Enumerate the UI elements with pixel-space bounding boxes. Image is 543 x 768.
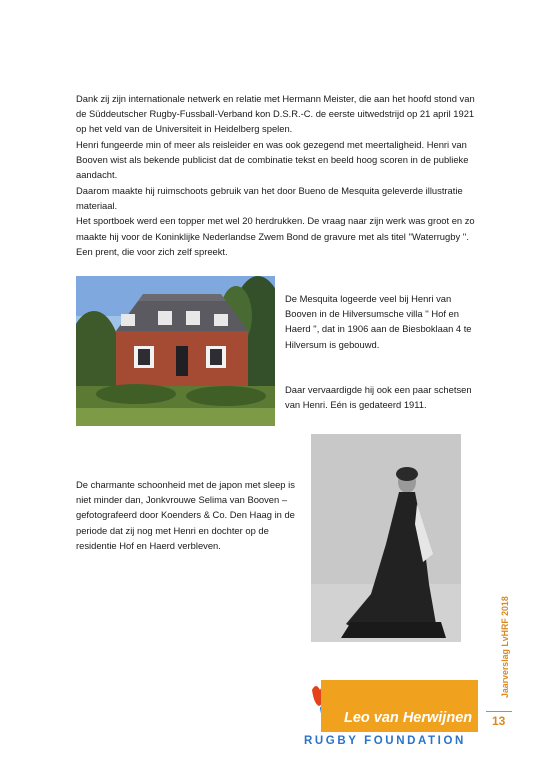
intro-paragraph-2: Henri fungeerde min of meer als reisleider en was ook gezegend met meertaligheid. Henri van Booven wist als bekende publicist dat de combinatie tekst en beeld hoog scoren in de publieke aandacht.	[76, 138, 469, 181]
portrait-caption	[76, 477, 306, 553]
portrait-caption-text: De charmante schoonheid met de japon met sleep is niet minder dan, Jonkvrouwe Selima van Booven – gefotografeerd door Koenders & Co. Den Haag in de periode dat zij nog met Henri en dochter op de residentie Hof en Haerd verbleven.	[76, 479, 295, 551]
villa-photo	[76, 276, 275, 426]
side-label	[486, 596, 510, 698]
logo-subtitle: RUGBY FOUNDATION	[304, 735, 466, 747]
villa-caption-1: De Mesquita logeerde veel bij Henri van Booven in de Hilversumsche villa '' Hof en Haerd '', dat in 1906 aan de Biesboklaan 4 te Hilversum is gebouwd.	[285, 293, 472, 350]
foundation-logo	[300, 680, 478, 751]
portrait-photo	[311, 434, 461, 642]
mesquita-paragraph-1: Daarom maakte hij ruimschoots gebruik van het door Bueno de Mesquita geleverde illustratie materiaal.	[76, 185, 463, 212]
villa-caption-2: Daar vervaardigde hij ook een paar schetsen van Henri. Eén is gedateerd 1911.	[285, 383, 472, 411]
logo-name: Leo van Herwijnen	[344, 710, 473, 726]
mesquita-text	[76, 183, 476, 259]
page-number: 13	[492, 714, 506, 728]
mesquita-paragraph-2: Het sportboek werd een topper met wel 20 herdrukken. De vraag naar zijn werk was groot en zo maakte hij voor de Koninklijke Nederlandse Zwem Bond de gravure met als titel ''Waterrugby ''. Een prent, die voor zich zelf spreekt.	[76, 215, 475, 257]
intro-paragraph-1: Dank zij zijn internationale netwerk en relatie met Hermann Meister, die aan het hoofd stond van de Süddeutscher Rugby-Fussball-Verband kon D.S.R.-C. de eerste uitwedstrijd op 21 april 1921 op het veld van de Universiteit in Heidelberg spelen.	[76, 93, 475, 135]
villa-caption	[285, 291, 475, 412]
intro-text	[76, 91, 476, 182]
divider	[486, 711, 512, 712]
annual-report-label: Jaarverslag LvHRF 2018	[500, 596, 510, 698]
